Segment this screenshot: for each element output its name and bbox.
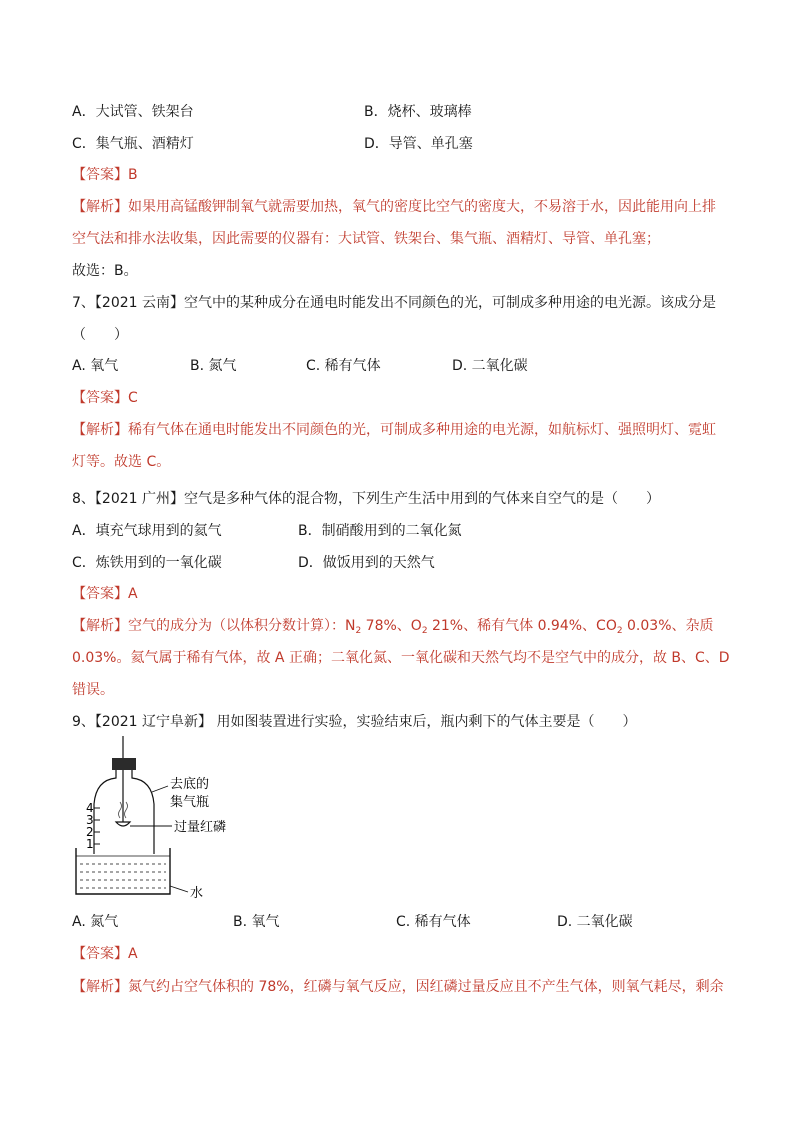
label-water: 水 [190, 886, 204, 901]
answer-tag: 【答案】 [72, 586, 128, 602]
question-source: 【2021 辽宁阜新】 [94, 714, 213, 730]
q7-option-c: C. 稀有气体 [306, 358, 381, 374]
water-trough [76, 848, 170, 894]
analysis-text-b: 78%、O [361, 618, 422, 634]
question-source: 【2021 云南】 [94, 295, 185, 311]
q8-analysis-line-2: 0.03%。氦气属于稀有气体，故 A 正确；二氧化氮、一氧化碳和天然气均不是空气中的成分，故 B、C、D [72, 650, 730, 666]
question-stem: 空气是多种气体的混合物，下列生产生活中用到的气体来自空气的是（ ） [184, 491, 661, 507]
co2-subscript: 2 [616, 626, 623, 636]
q8-analysis-line-1 [72, 616, 714, 636]
q6-option-a: A．大试管、铁架台 [72, 104, 194, 120]
analysis-text: 如果用高锰酸钾制氧气就需要加热，氧气的密度比空气的密度大，不易溶于水，因此能用向上排 [128, 199, 716, 215]
answer-tag: 【答案】 [72, 167, 128, 183]
label-phosphorus: 过量红磷 [174, 820, 227, 835]
question-number: 8、 [72, 491, 95, 507]
q6-analysis-line-3: 故选：B。 [72, 263, 138, 279]
q6-option-d: D．导管、单孔塞 [364, 136, 473, 152]
answer-tag: 【答案】 [72, 946, 128, 962]
combustion-spoon [116, 822, 130, 826]
mark-label-3: 3 [86, 813, 94, 827]
q6-answer [72, 165, 138, 185]
q8-option-b: B．制硝酸用到的二氧化氮 [298, 523, 462, 539]
n2-subscript: 2 [355, 626, 362, 636]
q8-option-a: A．填充气球用到的氦气 [72, 523, 222, 539]
answer-value: A [128, 586, 138, 602]
mark-label-2: 2 [86, 825, 94, 839]
experiment-diagram [66, 736, 246, 906]
analysis-text-a: 空气的成分为（以体积分数计算）：N [128, 618, 356, 634]
label-bottle-line-2: 集气瓶 [170, 795, 210, 810]
q8-stem [72, 489, 660, 509]
mark-label-1: 1 [86, 837, 94, 851]
mark-label-4: 4 [86, 801, 94, 815]
analysis-tag: 【解析】 [72, 422, 128, 438]
q7-stem-line-2: （ ） [72, 327, 128, 343]
q7-option-b: B. 氮气 [190, 358, 237, 374]
q6-analysis-line-2: 空气法和排水法收集，因此需要的仪器有：大试管、铁架台、集气瓶、酒精灯、导管、单孔塞； [72, 231, 660, 247]
q7-analysis-line-2: 灯等。故选 C。 [72, 454, 171, 470]
leader-water [170, 886, 188, 892]
q9-stem [72, 712, 636, 732]
q9-option-a: A. 氮气 [72, 914, 119, 930]
o2-subscript: 2 [421, 626, 428, 636]
q7-option-d: D. 二氧化碳 [452, 358, 528, 374]
rubber-stopper [112, 758, 136, 770]
q9-option-c: C. 稀有气体 [396, 914, 471, 930]
label-bottle-line-1: 去底的 [170, 777, 210, 792]
answer-value: A [128, 946, 138, 962]
question-number: 7、 [72, 295, 95, 311]
q6-option-c: C．集气瓶、酒精灯 [72, 136, 194, 152]
q8-option-d: D．做饭用到的天然气 [298, 555, 435, 571]
question-number: 9、 [72, 714, 95, 730]
q6-analysis-line-1 [72, 197, 716, 217]
analysis-text-d: 0.03%、杂质 [622, 618, 714, 634]
answer-value: B [128, 167, 138, 183]
q7-answer [72, 388, 138, 408]
question-stem: 用如图装置进行实验，实验结束后，瓶内剩下的气体主要是（ ） [212, 714, 637, 730]
q9-option-d: D. 二氧化碳 [557, 914, 633, 930]
q6-option-b: B．烧杯、玻璃棒 [364, 104, 472, 120]
answer-value: C [128, 390, 138, 406]
analysis-tag: 【解析】 [72, 199, 128, 215]
q7-analysis-line-1 [72, 420, 716, 440]
analysis-tag: 【解析】 [72, 979, 128, 995]
answer-tag: 【答案】 [72, 390, 128, 406]
question-stem: 空气中的某种成分在通电时能发出不同颜色的光，可制成多种用途的电光源。该成分是 [184, 295, 717, 311]
q8-answer [72, 584, 138, 604]
q8-option-c: C．炼铁用到的一氧化碳 [72, 555, 222, 571]
analysis-text: 稀有气体在通电时能发出不同颜色的光，可制成多种用途的电光源，如航标灯、强照明灯、霓虹 [128, 422, 716, 438]
analysis-text-c: 21%、稀有气体 0.94%、CO [427, 618, 617, 634]
q8-analysis-line-3: 错误。 [72, 682, 114, 698]
question-source: 【2021 广州】 [94, 491, 185, 507]
q9-option-b: B. 氧气 [233, 914, 280, 930]
analysis-text: 氮气约占空气体积的 78%，红磷与氧气反应，因红磷过量反应且不产生气体，则氧气耗尽，剩余 [128, 979, 724, 995]
q7-stem-line-1 [72, 293, 716, 313]
gas-bottle [94, 770, 154, 854]
analysis-tag: 【解析】 [72, 618, 128, 634]
q9-analysis-line-1 [72, 977, 724, 997]
q7-option-a: A. 氧气 [72, 358, 119, 374]
leader-bottle [152, 786, 168, 792]
q9-answer [72, 944, 138, 964]
